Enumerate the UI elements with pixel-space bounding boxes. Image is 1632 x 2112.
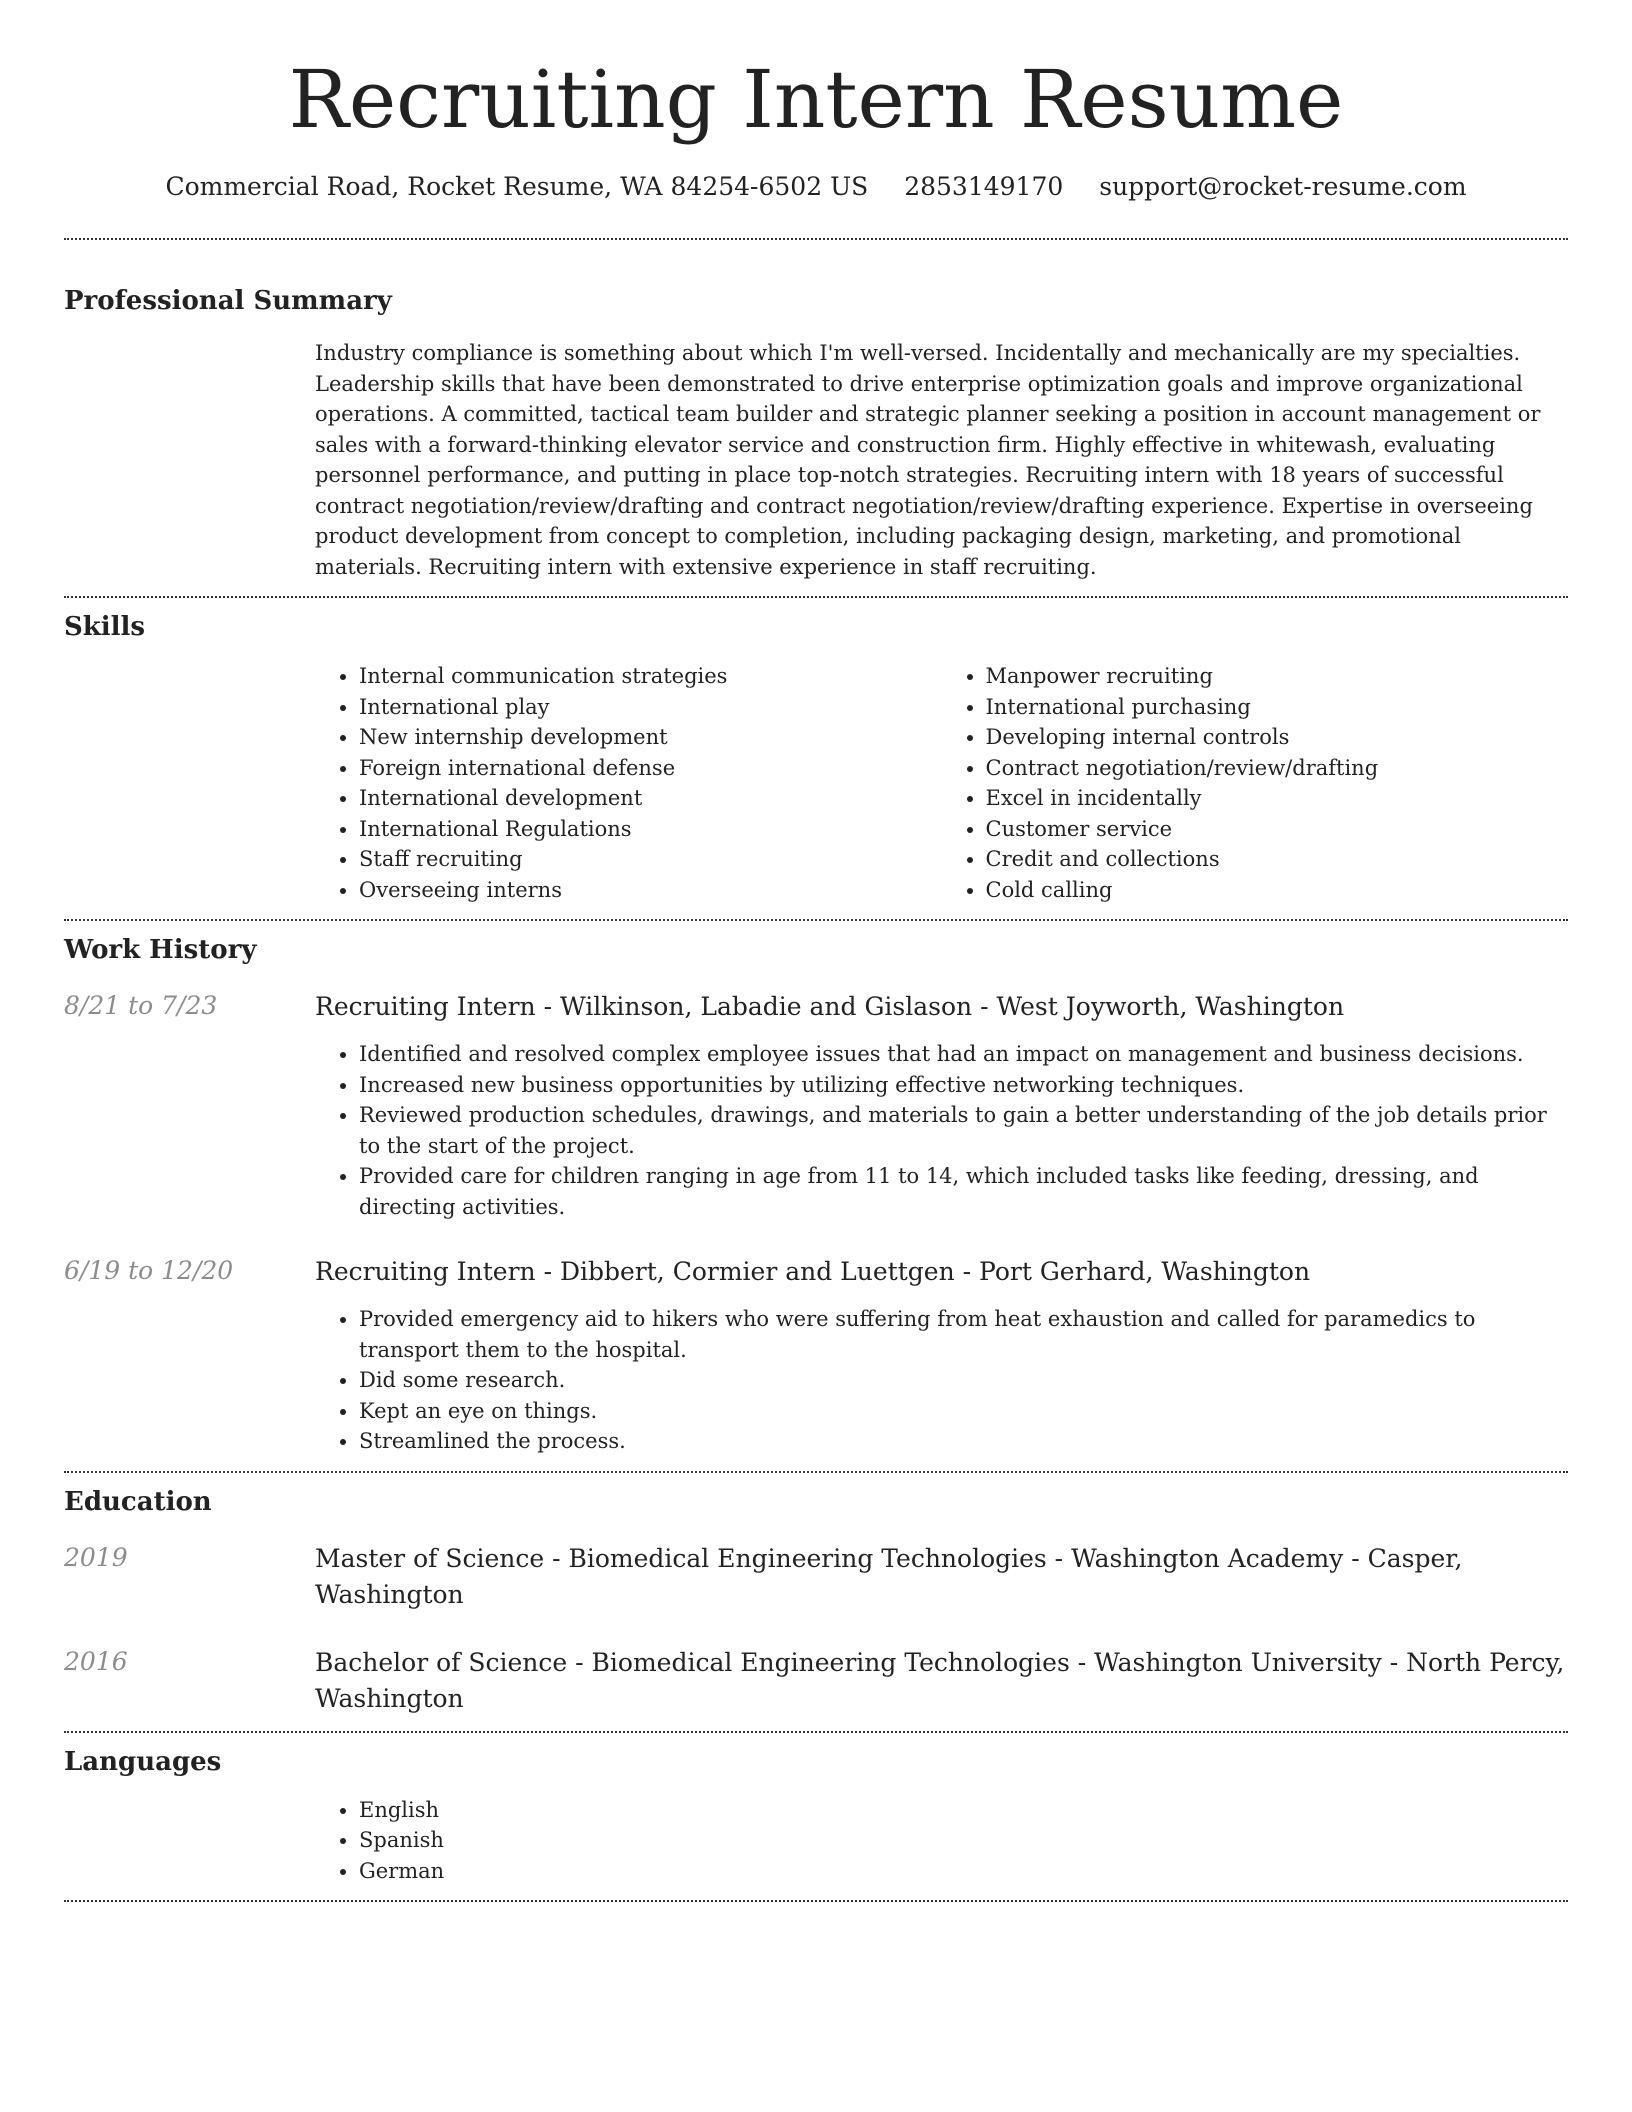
language-item: • English — [359, 1795, 1568, 1826]
skill-item: • Developing internal controls — [986, 722, 1569, 753]
skills-list-right — [942, 661, 1569, 905]
skills-section — [64, 598, 1568, 905]
summary-heading: Professional Summary — [64, 286, 392, 316]
education-section — [64, 1473, 1568, 1717]
job-bullets — [315, 1039, 1568, 1222]
skill-item: • International Regulations — [359, 814, 942, 845]
resume-page — [64, 0, 1568, 1902]
languages-section — [64, 1733, 1568, 1887]
job-entry — [64, 1254, 1568, 1457]
skill-item: • Contract negotiation/review/drafting — [986, 753, 1569, 784]
summary-section — [64, 240, 1568, 582]
contact-address: Commercial Road, Rocket Resume, WA 84254-6502 US — [165, 172, 869, 201]
education-year: 2019 — [64, 1542, 128, 1572]
skill-item: • Manpower recruiting — [986, 661, 1569, 692]
job-bullet: • Provided care for children ranging in age from 11 to 14, which included tasks like feeding, dressing, and directing activities. — [359, 1161, 1568, 1222]
education-heading-text: Bachelor of Science - Biomedical Engineering Technologies - Washington University - North Percy, Washington — [315, 1647, 1565, 1713]
education-entry — [64, 1645, 1568, 1717]
job-entry — [64, 989, 1568, 1222]
languages-body — [315, 1795, 1568, 1887]
skill-item: • Staff recruiting — [359, 844, 942, 875]
education-details — [315, 1645, 1568, 1717]
education-heading-text: Master of Science - Biomedical Engineering Technologies - Washington Academy - Casper, Washington — [315, 1543, 1463, 1609]
job-bullet: • Provided emergency aid to hikers who were suffering from heat exhaustion and called for paramedics to transport them to the hospital. — [359, 1304, 1568, 1365]
work-heading: Work History — [64, 935, 257, 965]
job-bullet: • Kept an eye on things. — [359, 1396, 1568, 1427]
skill-item: • Overseeing interns — [359, 875, 942, 906]
summary-text: Industry compliance is something about which I'm well-versed. Incidentally and mechanically are my specialties. Leadership skills that have been demonstrated to drive enterprise optimization goals and improve organizational operations. A committed, tactical team builder and strategic planner seeking a position in account management or sales with a forward-thinking elevator service and construction firm. Highly effective in whitewash, evaluating personnel performance, and putting in place top-notch strategies. Recruiting intern with 18 years of successful contract negotiation/review/drafting and contract negotiation/review/drafting experience. Expertise in overseeing product development from concept to completion, including packaging design, marketing, and promotional materials. Recruiting intern with extensive experience in staff recruiting. — [315, 341, 1541, 579]
skill-item: • Customer service — [986, 814, 1569, 845]
language-item: • Spanish — [359, 1825, 1568, 1856]
language-item: • German — [359, 1856, 1568, 1887]
skill-item: • International development — [359, 783, 942, 814]
job-bullet: • Increased new business opportunities by utilizing effective networking techniques. — [359, 1070, 1568, 1101]
contact-email: support@rocket-resume.com — [1099, 172, 1467, 201]
job-bullet: • Identified and resolved complex employee issues that had an impact on management and business decisions. — [359, 1039, 1568, 1070]
skill-item: • International purchasing — [986, 692, 1569, 723]
languages-list — [315, 1795, 1568, 1887]
education-year: 2016 — [64, 1646, 128, 1676]
job-bullet: • Did some research. — [359, 1365, 1568, 1396]
job-heading: Recruiting Intern - Dibbert, Cormier and Luettgen - Port Gerhard, Washington — [315, 1257, 1311, 1286]
job-bullets — [315, 1304, 1568, 1457]
skill-item: • Foreign international defense — [359, 753, 942, 784]
job-details — [315, 989, 1568, 1222]
work-section — [64, 921, 1568, 1457]
divider — [64, 1900, 1568, 1902]
languages-heading: Languages — [64, 1746, 222, 1777]
skill-item: • Excel in incidentally — [986, 783, 1569, 814]
job-bullet: • Reviewed production schedules, drawings, and materials to gain a better understanding of the job details prior to the start of the project. — [359, 1100, 1568, 1161]
skills-heading: Skills — [64, 612, 146, 642]
job-bullet: • Streamlined the process. — [359, 1426, 1568, 1457]
job-details — [315, 1254, 1568, 1457]
education-heading: Education — [64, 1486, 212, 1517]
skills-list-left — [315, 661, 942, 905]
skill-item: • International play — [359, 692, 942, 723]
skill-item: • New internship development — [359, 722, 942, 753]
education-details — [315, 1541, 1568, 1613]
job-dates: 6/19 to 12/20 — [64, 1256, 234, 1285]
resume-title: Recruiting Intern Resume — [288, 53, 1344, 146]
skill-item: • Internal communication strategies — [359, 661, 942, 692]
contact-phone: 2853149170 — [904, 172, 1064, 201]
job-dates: 8/21 to 7/23 — [64, 991, 218, 1020]
contact-line — [64, 170, 1568, 204]
job-heading: Recruiting Intern - Wilkinson, Labadie and Gislason - West Joyworth, Washington — [315, 992, 1345, 1021]
skills-grid — [315, 661, 1568, 905]
education-entry — [64, 1541, 1568, 1613]
skill-item: • Credit and collections — [986, 844, 1569, 875]
skill-item: • Cold calling — [986, 875, 1569, 906]
